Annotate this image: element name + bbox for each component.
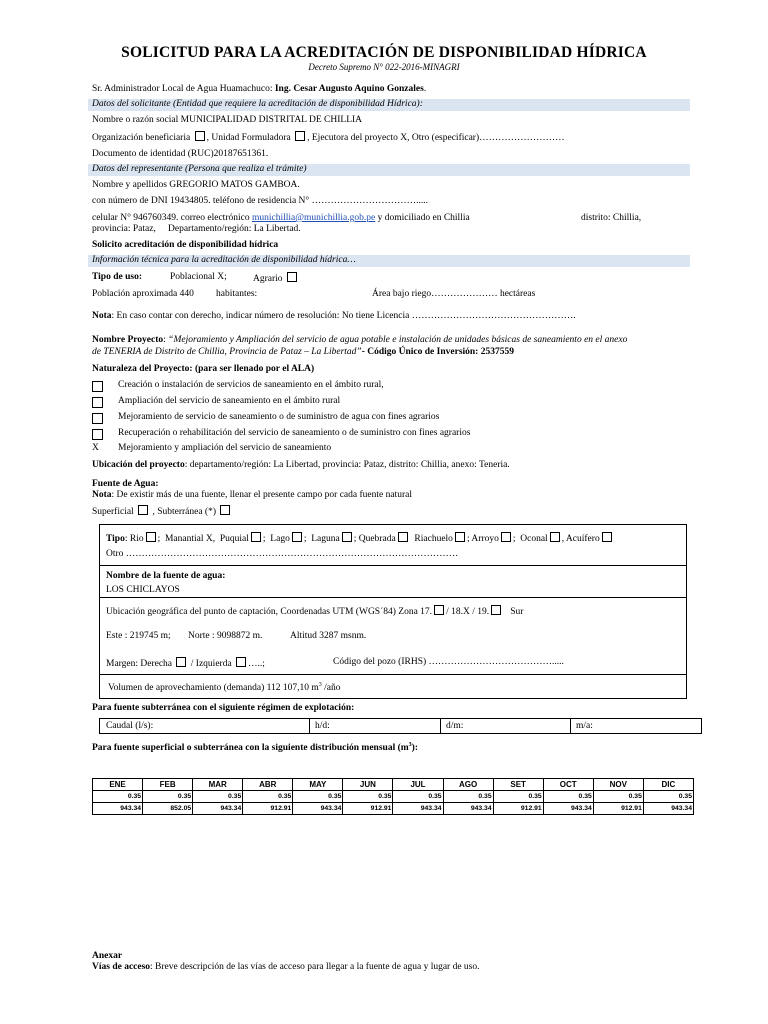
- monthly-value-row2-feb: 852.05: [143, 803, 193, 815]
- monthly-value-row2-dic: 943.34: [643, 803, 693, 815]
- proyecto-line2: de TENERIA de Distrito de Chillia, Provincia de Pataz – La Libertad”- Código Único de Inversión: 2537559: [92, 347, 514, 357]
- dm-field[interactable]: d/m:: [446, 721, 464, 731]
- monthly-value-row1-jul: 0.35: [393, 791, 443, 803]
- month-header-jun: JUN: [343, 779, 393, 791]
- nombre-fuente-label: Nombre de la fuente de agua:: [106, 571, 226, 581]
- solicito-heading: Solicito acreditación de disponibilidad hídrica: [92, 240, 279, 250]
- habitantes-label: habitantes:: [216, 289, 258, 299]
- representante-heading: Datos del representante (Persona que realiza el trámite): [92, 164, 307, 174]
- monthly-value-row1-abr: 0.35: [243, 791, 293, 803]
- ma-field[interactable]: m/a:: [576, 721, 593, 731]
- rio-checkbox[interactable]: [146, 532, 156, 542]
- monthly-value-row1-mar: 0.35: [193, 791, 243, 803]
- representante-dni: con número de DNI 19434805. teléfono de residencia N° …………………………….....: [92, 196, 428, 206]
- puquial-checkbox[interactable]: [251, 532, 261, 542]
- nombre-fuente-value: LOS CHICLAYOS: [106, 585, 180, 595]
- monthly-value-row2-nov: 912.91: [593, 803, 643, 815]
- form-subtitle: Decreto Supremo N° 022-2016-MINAGRI: [308, 62, 460, 72]
- monthly-value-row1-dic: 0.35: [643, 791, 693, 803]
- ejecutora-mark[interactable]: X: [400, 133, 408, 143]
- naturaleza-item-1: Creación o instalación de servicios de saneamiento en el ámbito rural,: [118, 380, 384, 390]
- form-title: SOLICITUD PARA LA ACREDITACIÓN DE DISPONIBILIDAD HÍDRICA: [121, 44, 647, 61]
- monthly-value-row1-feb: 0.35: [143, 791, 193, 803]
- codigo-inversion: - Código Único de Inversión: 2537559: [361, 347, 514, 357]
- mensual-title: Para fuente superficial o subterránea con la siguiente distribución mensual $(m^3)$:: [92, 742, 418, 754]
- monthly-value-row2-ago: 943.34: [443, 803, 493, 815]
- subterranea-checkbox[interactable]: [220, 505, 230, 515]
- hd-field[interactable]: h/d:: [315, 721, 330, 731]
- arroyo-checkbox[interactable]: [501, 532, 511, 542]
- ubicacion-geografica: Ubicación geográfica del punto de captación, Coordenadas UTM (WGS´84) Zona 17. / 18.X / 19. Sur: [106, 607, 524, 617]
- fuente-nota: Nota: De existir más de una fuente, llenar el presente campo por cada fuente natural: [92, 490, 412, 500]
- naturaleza-item-5: Mejoramiento y ampliación del servicio de saneamiento: [118, 443, 332, 453]
- monthly-value-row1-ene: 0.35: [93, 791, 143, 803]
- laguna-checkbox[interactable]: [342, 532, 352, 542]
- organizacion-checkbox[interactable]: [195, 131, 205, 141]
- regimen-box: [99, 718, 702, 734]
- naturaleza-title: Naturaleza del Proyecto: (para ser llenado por el ALA): [92, 364, 315, 374]
- monthly-value-row1-jun: 0.35: [343, 791, 393, 803]
- provincia: provincia: Pataz,: [92, 224, 156, 234]
- month-header-feb: FEB: [143, 779, 193, 791]
- naturaleza-checkbox-3[interactable]: [92, 413, 103, 424]
- departamento: Departamento/región: La Libertad.: [168, 224, 301, 234]
- naturaleza-checkbox-1[interactable]: [92, 381, 103, 392]
- month-header-jul: JUL: [393, 779, 443, 791]
- volumen-aprovechamiento: Volumen de aprovechamiento (demanda) 112 107,10 $m^3$ /año: [108, 682, 341, 694]
- razon-social: Nombre o razón social MUNICIPALIDAD DISTRITAL DE CHILLIA: [92, 115, 363, 125]
- distrito: distrito: Chillia,: [581, 213, 642, 223]
- monthly-row-2: [93, 803, 694, 815]
- vias-acceso: Vías de acceso: Breve descripción de las vías de acceso para llegar a la fuente de agua y lugar de uso.: [92, 962, 480, 972]
- subterranea-title: Para fuente subterránea con el siguiente régimen de explotación:: [92, 703, 355, 713]
- otro-fuente: Otro ……………………………………………………………………………………………: [106, 549, 459, 559]
- month-header-ene: ENE: [93, 779, 143, 791]
- caudal-field[interactable]: Caudal (l/s):: [106, 721, 154, 731]
- naturaleza-mark-5[interactable]: X: [92, 443, 99, 453]
- celular-line: celular N° 946760349. correo electrónico munichillia@munichillia.gob.pe y domiciliado en Chillia: [92, 213, 470, 223]
- anexar-title: Anexar: [92, 951, 123, 961]
- documento-identidad: Documento de identidad (RUC)20187651361.: [92, 149, 269, 159]
- naturaleza-item-3: Mejoramiento de servicio de saneamiento o de suministro de agua con fines agrarios: [118, 412, 440, 422]
- altitud: Altitud 3287 msnm.: [290, 631, 367, 641]
- naturaleza-item-4: Recuperación o rehabilitación del servicio de saneamiento o de suministro con fines agrarios: [118, 428, 471, 438]
- monthly-distribution-table: [92, 778, 694, 815]
- monthly-value-row2-jul: 943.34: [393, 803, 443, 815]
- proyecto-line1: Nombre Proyecto: “Mejoramiento y Ampliación del servicio de agua potable e instalación de unidades básicas de saneamiento en el anexo: [92, 335, 628, 345]
- tipo-uso-label: Tipo de uso:: [92, 272, 142, 282]
- month-header-may: MAY: [293, 779, 343, 791]
- naturaleza-item-2: Ampliación del servicio de saneamiento en el ámbito rural: [118, 396, 341, 406]
- margen-izquierda-checkbox[interactable]: [236, 657, 246, 667]
- margen-line: Margen: Derecha / Izquierda …..;: [106, 659, 265, 669]
- monthly-value-row1-set: 0.35: [493, 791, 543, 803]
- monthly-value-row1-oct: 0.35: [543, 791, 593, 803]
- area-bajo-riego: Área bajo riego………………… hectáreas: [372, 289, 536, 299]
- month-header-ago: AGO: [443, 779, 493, 791]
- fuente-title: Fuente de Agua:: [92, 479, 159, 489]
- email-link[interactable]: munichillia@munichillia.gob.pe: [251, 213, 376, 223]
- ubicacion-proyecto: Ubicación del proyecto: departamento/región: La Libertad, provincia: Pataz, distrito: Chillia, anexo: Teneria.: [92, 460, 510, 470]
- month-header-oct: OCT: [543, 779, 593, 791]
- month-header-abr: ABR: [243, 779, 293, 791]
- monthly-value-row2-set: 912.91: [493, 803, 543, 815]
- coordenada-norte: Norte : 9098872 m.: [188, 631, 263, 641]
- riachuelo-checkbox[interactable]: [455, 532, 465, 542]
- info-tecnica-heading: Información técnica para la acreditación de disponibilidad hídrica…: [92, 255, 356, 265]
- months-header-row: [93, 779, 694, 791]
- month-header-mar: MAR: [193, 779, 243, 791]
- zona-17-checkbox[interactable]: [434, 605, 444, 615]
- month-header-dic: DIC: [643, 779, 693, 791]
- monthly-value-row2-mar: 943.34: [193, 803, 243, 815]
- monthly-value-row2-abr: 912.91: [243, 803, 293, 815]
- monthly-value-row2-oct: 943.34: [543, 803, 593, 815]
- monthly-value-row2-may: 943.34: [293, 803, 343, 815]
- quebrada-checkbox[interactable]: [398, 532, 408, 542]
- representante-nombre: Nombre y apellidos GREGORIO MATOS GAMBOA.: [92, 180, 300, 190]
- fuente-tipo-line: Superficial , Subterránea (*): [92, 505, 232, 517]
- zona-19-checkbox[interactable]: [491, 605, 501, 615]
- superficial-checkbox[interactable]: [138, 505, 148, 515]
- month-header-nov: NOV: [593, 779, 643, 791]
- monthly-value-row1-nov: 0.35: [593, 791, 643, 803]
- administrator-name: Ing. Cesar Augusto Aquino Gonzales: [274, 84, 424, 94]
- lago-checkbox[interactable]: [292, 532, 302, 542]
- monthly-value-row1-ago: 0.35: [443, 791, 493, 803]
- acuifero-checkbox[interactable]: [602, 532, 612, 542]
- naturaleza-checkbox-2[interactable]: [92, 397, 103, 408]
- month-header-set: SET: [493, 779, 543, 791]
- agrario-checkbox[interactable]: [287, 272, 297, 282]
- coordenada-este: Este : 219745 m;: [106, 631, 171, 641]
- nota-licencia: Nota: En caso contar con derecho, indicar número de resolución: No tiene Licencia …………………………………………….: [92, 311, 576, 321]
- monthly-value-row2-jun: 912.91: [343, 803, 393, 815]
- uso-poblacional[interactable]: Poblacional X;: [170, 272, 227, 282]
- monthly-value-row2-ene: 943.34: [93, 803, 143, 815]
- uso-agrario: Agrario: [253, 272, 299, 284]
- organizacion-line: Organización beneficiaria , Unidad Formuladora , Ejecutora del proyecto X, Otro (especificar)………………………: [92, 133, 565, 143]
- margen-derecha-checkbox[interactable]: [176, 657, 186, 667]
- poblacion-aproximada: Población aproximada 440: [92, 289, 194, 299]
- codigo-pozo: Código del pozo (IRHS) ………………………………….....: [333, 657, 564, 667]
- monthly-value-row1-may: 0.35: [293, 791, 343, 803]
- naturaleza-checkbox-4[interactable]: [92, 429, 103, 440]
- solicitante-heading: Datos del solicitante (Entidad que requiere la acreditación de disponibilidad Hídrica):: [92, 99, 423, 109]
- monthly-row-1: [93, 791, 694, 803]
- tipo-fuente-line: Tipo: Rio ; Manantial X, Puquial ; Lago ; Laguna ; Quebrada Riachuelo ; Arroyo ; Oconal , Acuífero: [106, 532, 614, 544]
- greeting-line: Sr. Administrador Local de Agua Huamachuco: Ing. Cesar Augusto Aquino Gonzales.: [92, 84, 427, 94]
- oconal-checkbox[interactable]: [550, 532, 560, 542]
- unidad-formuladora-checkbox[interactable]: [295, 131, 305, 141]
